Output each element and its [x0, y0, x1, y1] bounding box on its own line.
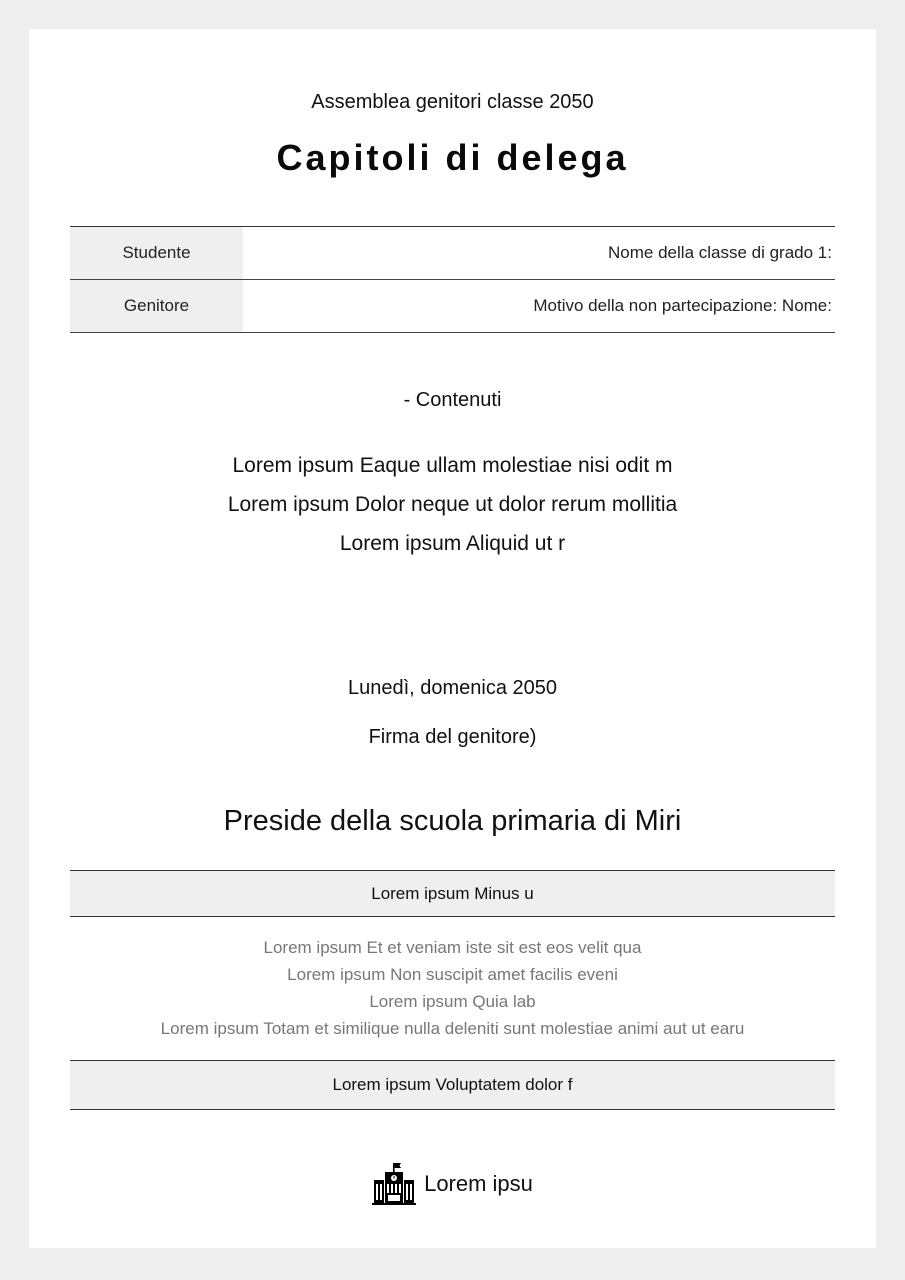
- contents-line: Lorem ipsum Dolor neque ut dolor rerum mollitia: [227, 493, 678, 516]
- note-line: Lorem ipsum Non suscipit amet facilis eveni: [287, 965, 618, 984]
- info-label: Genitore: [70, 280, 243, 332]
- info-row-student: [70, 227, 835, 280]
- principal-band-bottom: Lorem ipsum Voluptatem dolor f: [70, 1060, 835, 1110]
- date-line: Lunedì, domenica 2050: [347, 677, 558, 699]
- school-building-icon: [372, 1162, 416, 1206]
- footer-brand: [29, 1162, 876, 1206]
- document-page: [29, 29, 876, 1248]
- info-value: Nome della classe di grado 1:: [608, 243, 832, 262]
- contents-line: Lorem ipsum Eaque ullam molestiae nisi odit m: [232, 454, 673, 477]
- footer-text: Lorem ipsu: [424, 1171, 533, 1196]
- document-subtitle: Assemblea genitori classe 2050: [311, 91, 594, 113]
- document-title: Capitoli di delega: [276, 137, 629, 178]
- principal-heading: Preside della scuola primaria di Miri: [223, 805, 682, 837]
- signature-label: Firma del genitore): [368, 726, 537, 748]
- note-line: Lorem ipsum Totam et similique nulla deleniti sunt molestiae animi aut ut earu: [160, 1019, 745, 1038]
- principal-notes: [29, 934, 876, 1042]
- info-label: Studente: [70, 227, 243, 279]
- info-row-parent: [70, 280, 835, 333]
- info-value: Motivo della non partecipazione: Nome:: [533, 296, 832, 315]
- note-line: Lorem ipsum Quia lab: [369, 992, 536, 1011]
- info-table: [70, 226, 835, 333]
- contents-list: [29, 446, 876, 563]
- contents-heading: - Contenuti: [403, 389, 502, 411]
- note-line: Lorem ipsum Et et veniam iste sit est eos velit qua: [263, 938, 642, 957]
- contents-line: Lorem ipsum Aliquid ut r: [339, 532, 566, 555]
- principal-band-top: Lorem ipsum Minus u: [70, 870, 835, 917]
